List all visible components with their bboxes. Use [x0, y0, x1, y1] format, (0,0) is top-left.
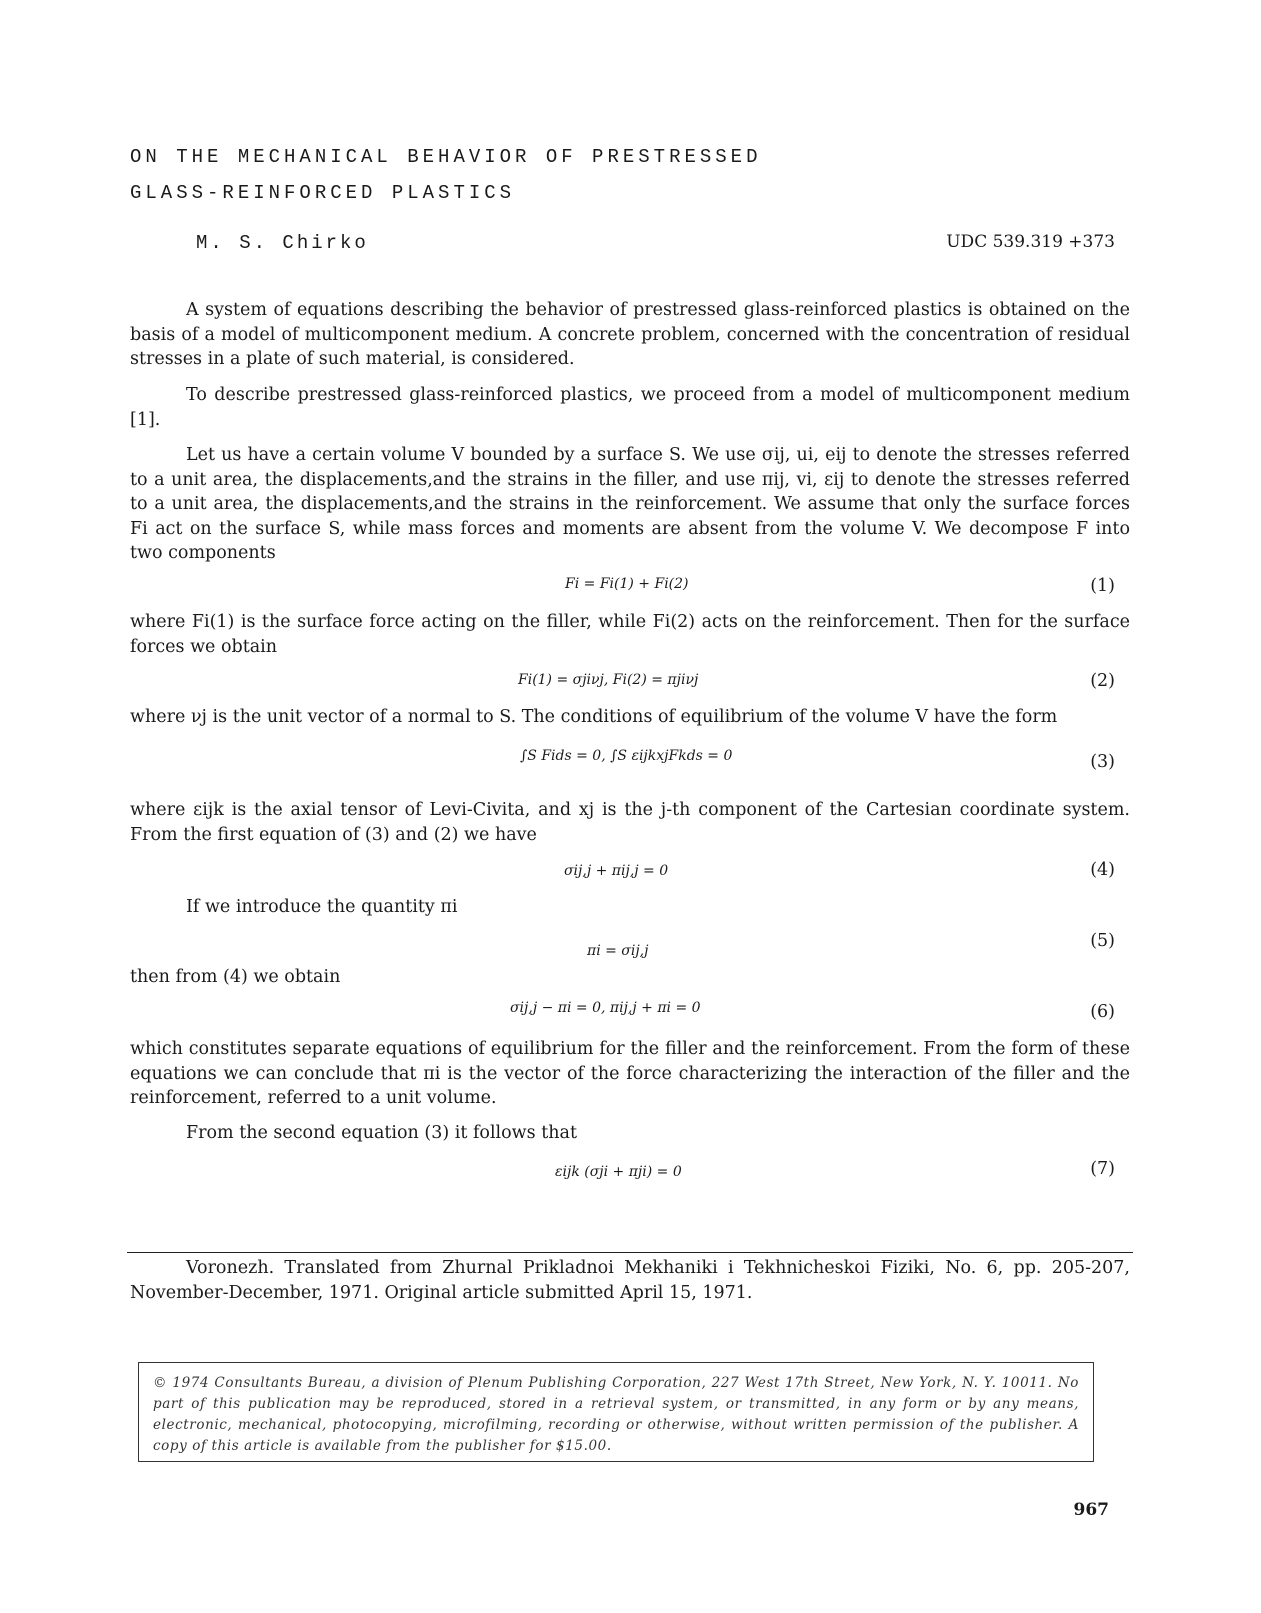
reinforcement-force-symbol: Fi(2): [652, 612, 696, 632]
equation-2: Fi(1) = σjiνj, Fi(2) = πjiνj: [518, 672, 699, 688]
udc-code: UDC 539.319 +373: [946, 232, 1115, 252]
filler-variables: σij, ui, eij: [761, 445, 847, 465]
pi-symbol-2: πi: [423, 1063, 441, 1084]
page-number: 967: [1073, 1500, 1109, 1520]
levi-civita-symbol: εijk: [193, 800, 224, 820]
equation-5: πi = σij,j: [587, 943, 649, 959]
equation-6: σij,j − πi = 0, πij,j + πi = 0: [510, 1000, 701, 1016]
paragraph-normal: where νj is the unit vector of a normal to S. The conditions of equilibrium of the volume V have the form: [130, 707, 1058, 727]
reinforcement-variables: πij, vi, εij: [761, 469, 845, 490]
equation-7: εijk (σji + πji) = 0: [555, 1164, 682, 1180]
equation-1: Fi = Fi(1) + Fi(2): [565, 576, 689, 592]
paragraph-levi-civita: where εijk is the axial tensor of Levi-Civita, and xj is the j-th component of the Cartesian coordinate system. From the first equation of (3) and (2) we have: [130, 800, 1130, 845]
normal-vector-symbol: νj: [190, 707, 207, 727]
surface-force-symbol: Fi: [130, 518, 148, 539]
equation-number-2: (2): [1090, 671, 1115, 691]
equation-number-1: (1): [1090, 576, 1115, 596]
paragraph-then: then from (4) we obtain: [130, 967, 341, 987]
paragraph-intro: To describe prestressed glass-reinforced plastics, we proceed from a model of multicomponent medium [1].: [130, 385, 1130, 430]
equation-number-3: (3): [1090, 752, 1115, 772]
equation-number-7: (7): [1090, 1159, 1115, 1179]
paragraph-equilibrium: which constitutes separate equations of equilibrium for the filler and the reinforcement. From the form of these equations we can conclude that πi is the vector of the force characterizing the interaction of the filler and the reinforcement, referred to a unit volume.: [130, 1039, 1130, 1108]
equation-number-4: (4): [1090, 860, 1115, 880]
paragraph-volume: Let us have a certain volume V bounded by a surface S. We use σij, ui, eij to denote the stresses referred to a unit area, the displacements,and the strains in the filler, and use πij, vi, εij to denote the stresses referred to a unit area, the displacements,and the strains in the reinforcement. We assume that only the surface forces Fi act on the surface S, while mass forces and moments are absent from the volume V. We decompose F into two components: [130, 445, 1130, 563]
abstract: A system of equations describing the behavior of prestressed glass-reinforced plastics is obtained on the basis of a model of multicomponent medium. A concrete problem, concerned with the concentration of residual stresses in a plate of such material, is considered.: [130, 300, 1130, 369]
coordinate-symbol: xj: [578, 800, 595, 820]
equation-3: ∫S Fids = 0, ∫S εijkxjFkds = 0: [520, 748, 733, 764]
equation-number-6: (6): [1090, 1002, 1115, 1022]
equation-4: σij,j + πij,j = 0: [564, 863, 669, 879]
title-line-2: GLASS-REINFORCED PLASTICS: [130, 182, 516, 204]
paragraph-quantity: If we introduce the quantity πi: [186, 897, 458, 917]
equation-number-5: (5): [1090, 931, 1115, 951]
title-line-1: ON THE MECHANICAL BEHAVIOR OF PRESTRESSED: [130, 146, 762, 168]
filler-force-symbol: Fi(1): [191, 612, 235, 632]
paragraph-surface-force: where Fi(1) is the surface force acting on the filler, while Fi(2) acts on the reinforcement. Then for the surface forces we obtain: [130, 612, 1130, 657]
translation-footnote: Voronezh. Translated from Zhurnal Prikladnoi Mekhaniki i Tekhnicheskoi Fiziki, No. 6, pp. 205-207, November-December, 1971. Original article submitted April 15, 1971.: [130, 1258, 1130, 1303]
author: M. S. Chirko: [196, 232, 369, 254]
paragraph-second-equation: From the second equation (3) it follows that: [186, 1123, 577, 1143]
copyright-box: © 1974 Consultants Bureau, a division of Plenum Publishing Corporation, 227 West 17th Street, New York, N. Y. 10011. No part of this publication may be reproduced, stored in a retrieval system, or transmitted, in any form or by any means, electronic, mechanical, photocopying, microfilming, recording or otherwise, without written permission of the publisher. A copy of this article is available from the publisher for $15.00.: [138, 1362, 1094, 1462]
pi-symbol: πi: [440, 897, 458, 917]
footnote-rule: [127, 1252, 1133, 1253]
